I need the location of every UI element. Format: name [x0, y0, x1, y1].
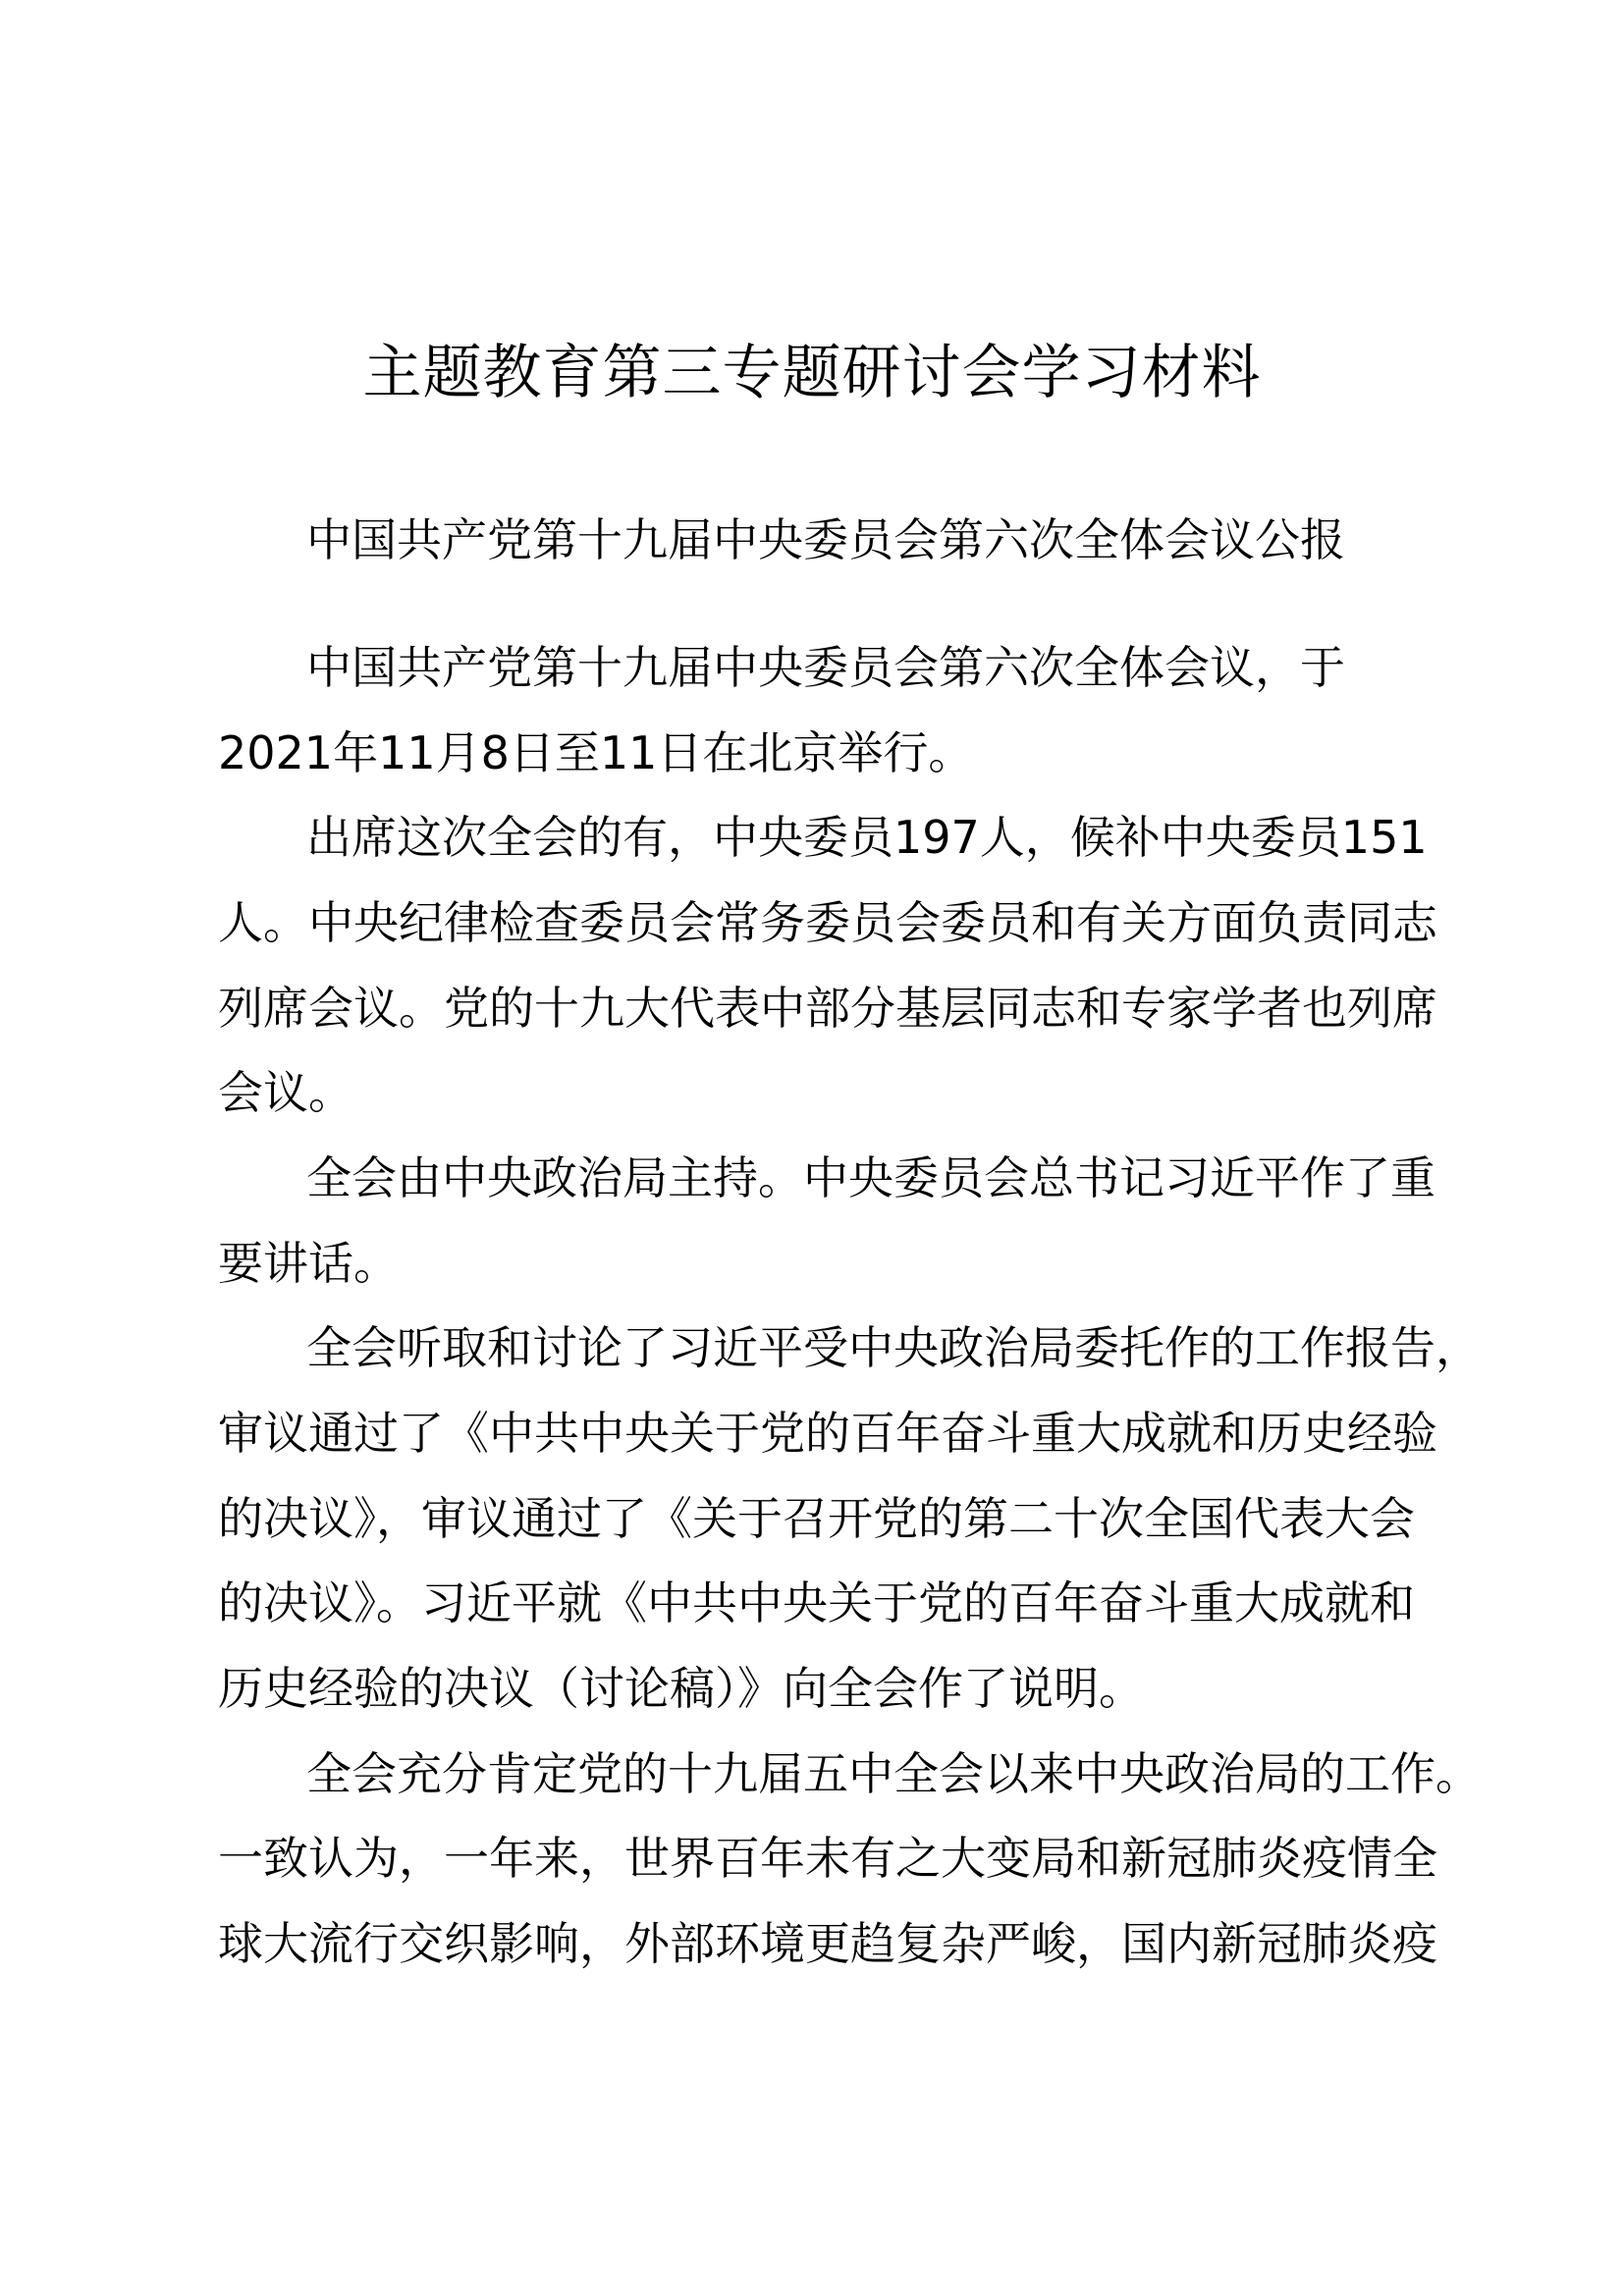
body-line: 一致认为，一年来，世界百年未有之大变局和新冠肺炎疫情全: [218, 1832, 1437, 1885]
body-line: 2021年11月8日至11日在北京举行。: [218, 726, 974, 779]
body-line: 人。中央纪律检查委员会常务委员会委员和有关方面负责同志: [218, 896, 1437, 949]
document-title: 主题教育第三专题研讨会学习材料: [362, 339, 1262, 407]
body-line: 的决议》，审议通过了《关于召开党的第二十次全国代表大会: [218, 1492, 1415, 1545]
body-line: 历史经验的决议（讨论稿）》向全会作了说明。: [218, 1662, 1144, 1715]
body-line: 要讲话。: [218, 1237, 399, 1290]
body-line: 全会由中央政治局主持。中央委员会总书记习近平作了重: [306, 1151, 1435, 1204]
body-line: 球大流行交织影响，外部环境更趋复杂严峻，国内新冠肺炎疫: [218, 1917, 1437, 1970]
communique-heading: 中国共产党第十九届中央委员会第六次全体会议公报: [306, 513, 1345, 566]
body-line: 出席这次全会的有，中央委员197人，候补中央委员151: [306, 811, 1428, 864]
body-line: 全会充分肯定党的十九届五中全会以来中央政治局的工作。: [306, 1747, 1481, 1800]
body-line: 列席会议。党的十九大代表中部分基层同志和专家学者也列席: [218, 982, 1437, 1035]
body-line: 会议。: [218, 1066, 353, 1119]
body-line: 审议通过了《中共中央关于党的百年奋斗重大成就和历史经验: [218, 1407, 1437, 1460]
body-line: 全会听取和讨论了习近平受中央政治局委托作的工作报告，: [306, 1321, 1481, 1374]
body-line: 中国共产党第十九届中央委员会第六次全体会议，于: [306, 641, 1345, 694]
body-line: 的决议》。习近平就《中共中央关于党的百年奋斗重大成就和: [218, 1576, 1415, 1629]
